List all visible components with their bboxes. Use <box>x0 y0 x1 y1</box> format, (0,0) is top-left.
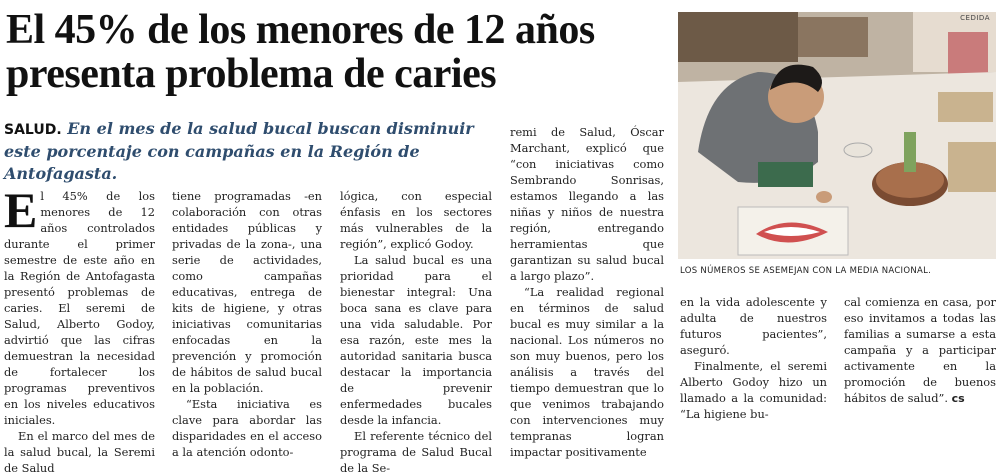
body-column-5 <box>680 294 827 422</box>
paragraph <box>844 294 996 407</box>
headline <box>6 8 666 96</box>
drop-cap: E <box>4 182 38 238</box>
paragraph: En el marco del mes de la salud bucal, la Seremi de Salud <box>4 429 155 475</box>
paragraph: en la vida adolescente y adulta de nuestros futuros pacientes”, aseguró. <box>680 295 827 357</box>
paragraph: remi de Salud, Óscar Marchant, explicó que “con iniciativas como Sembrando Sonrisas, estamos llegando a las niñas y niños de nuestra región, entregando herramientas que garantizan su salud bucal a largo plazo”. <box>510 125 664 283</box>
lead-paragraph <box>4 118 474 185</box>
paragraph: El referente técnico del programa de Salud Bucal de la Se- <box>340 429 492 475</box>
body-column-4 <box>510 124 664 460</box>
article-photo <box>678 12 996 259</box>
paragraph: lógica, con especial énfasis en los sectores más vulnerables de la región”, explicó Godoy. <box>340 189 492 251</box>
body-column-3 <box>340 188 492 476</box>
paragraph: “La realidad regional en términos de salud bucal es muy similar a la nacional. Los números no son muy buenos, pero los análisis a través del tiempo demuestran que lo que venimos trabajando con intervenciones muy tempranas logran impactar positivamente <box>510 285 664 459</box>
body-column-2 <box>172 188 322 460</box>
photo-caption: LOS NÚMEROS SE ASEMEJAN CON LA MEDIA NACIONAL. <box>680 266 932 276</box>
headline-line-2: presenta problema de caries <box>6 51 497 97</box>
photo-credit: CEDIDA <box>960 14 990 22</box>
body-column-6 <box>844 294 996 407</box>
paragraph: La salud bucal es una prioridad para el bienestar integral: Una boca sana es clave para una vida saludable. Por esa razón, este mes la autoridad sanitaria busca destacar la importancia de prevenir enfermedades bucales desde la infancia. <box>340 253 492 427</box>
paragraph: Finalmente, el seremi Alberto Godoy hizo un llamado a la comunidad: “La higiene bu- <box>680 359 827 421</box>
photo-illustration <box>678 12 996 259</box>
paragraph: “Esta iniciativa es clave para abordar las disparidades en el acceso a la atención odonto- <box>172 397 322 459</box>
author-endmark: cs <box>951 392 965 405</box>
paragraph-text: cal comienza en casa, por eso invitamos a todas las familias a sumarse a esta campaña y a participar activamente en la promoción de buenos hábitos de salud”. <box>844 295 996 405</box>
lead-text: En el mes de la salud bucal buscan disminuir este porcentaje con campañas en la Región de Antofagasta. <box>4 119 474 183</box>
body-column-1 <box>4 182 155 476</box>
paragraph: l 45% de los menores de 12 años controlados durante el primer semestre de este año en la Región de Antofagasta presentó problemas de caries. El seremi de Salud, Alberto Godoy, advirtió que las cifras demuestran la necesidad de fortalecer los programas preventivos en los niveles educativos iniciales. <box>4 189 155 427</box>
paragraph: tiene programadas -en colaboración con otras entidades públicas y privadas de la zona-, una serie de actividades, como campañas educativas, entrega de kits de higiene, y otras iniciativas comunitarias enfocadas en la prevención y promoción de hábitos de salud bucal en la población. <box>172 189 322 395</box>
section-kicker: SALUD. <box>4 122 62 138</box>
headline-line-1: El 45% de los menores de 12 años <box>6 7 595 53</box>
